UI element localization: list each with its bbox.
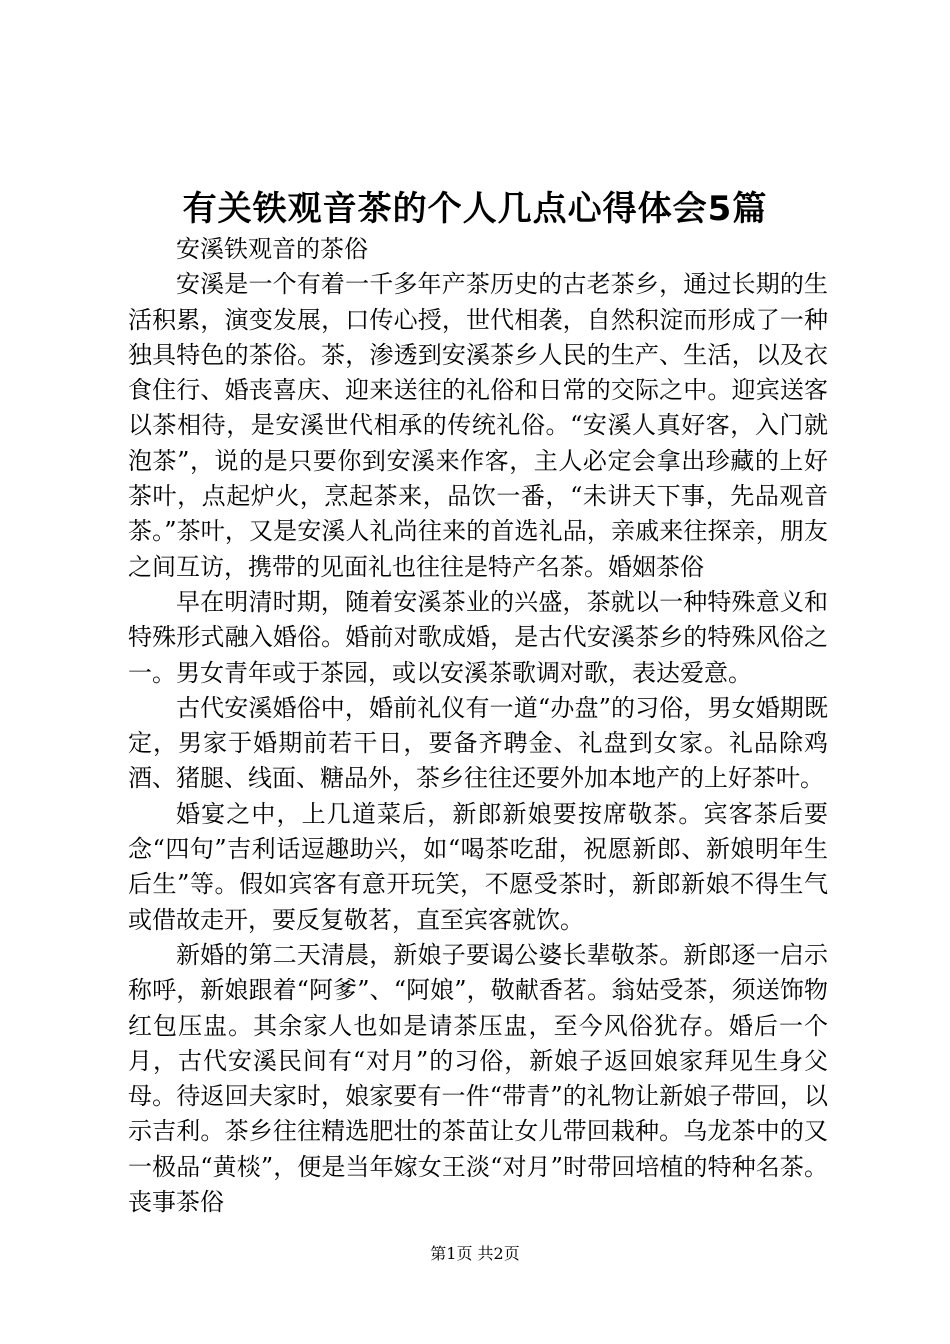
document-body <box>128 232 828 1220</box>
paragraph: 婚宴之中，上几道菜后，新郎新娘要按席敬茶。宾客茶后要念“四句”吉利话逗趣助兴，如“喝茶吃甜，祝愿新郎、新娘明年生后生”等。假如宾客有意开玩笑，不愿受茶时，新郎新娘不得生气或借故走开，要反复敬茗，直至宾客就饮。 <box>128 799 828 934</box>
section-heading: 安溪铁观音的茶俗 <box>176 235 368 263</box>
paragraph: 安溪是一个有着一千多年产茶历史的古老茶乡，通过长期的生活积累，演变发展，口传心授，世代相袭，自然积淀而形成了一种独具特色的茶俗。茶，渗透到安溪茶乡人民的生产、生活，以及衣食住行、婚丧喜庆、迎来送往的礼俗和日常的交际之中。迎宾送客以茶相待，是安溪世代相承的传统礼俗。“安溪人真好客，入门就泡茶”，说的是只要你到安溪来作客，主人必定会拿出珍藏的上好茶叶，点起炉火，烹起茶来，品饮一番，“未讲天下事，先品观音茶。”茶叶，又是安溪人礼尚往来的首选礼品，亲戚来往探亲，朋友之间互访，携带的见面礼也往往是特产名茶。婚姻茶俗 <box>128 270 828 581</box>
document-title: 有关铁观音茶的个人几点心得体会5篇 <box>182 189 768 229</box>
paragraph: 早在明清时期，随着安溪茶业的兴盛，茶就以一种特殊意义和特殊形式融入婚俗。婚前对歌成婚，是古代安溪茶乡的特殊风俗之一。男女青年或于茶园，或以安溪茶歌调对歌，表达爱意。 <box>128 587 828 687</box>
page-footer: 第1页 共2页 <box>430 1244 520 1263</box>
paragraph: 新婚的第二天清晨，新娘子要谒公婆长辈敬茶。新郎逐一启示称呼，新娘跟着“阿爹”、“阿娘”，敬献香茗。翁姑受茶，须送饰物红包压盅。其余家人也如是请茶压盅，至今风俗犹存。婚后一个月，古代安溪民间有“对月”的习俗，新娘子返回娘家拜见生身父母。待返回夫家时，娘家要有一件“带青”的礼物让新娘子带回，以示吉利。茶乡往往精选肥壮的茶苗让女儿带回栽种。乌龙茶中的又一极品“黄棪”，便是当年嫁女王淡“对月”时带回培植的特种名茶。丧事茶俗 <box>128 940 828 1217</box>
paragraph: 古代安溪婚俗中，婚前礼仪有一道“办盘”的习俗，男女婚期既定，男家于婚期前若干日，要备齐聘金、礼盘到女家。礼品除鸡酒、猪腿、线面、糖品外，茶乡往往还要外加本地产的上好茶叶。 <box>128 693 828 793</box>
